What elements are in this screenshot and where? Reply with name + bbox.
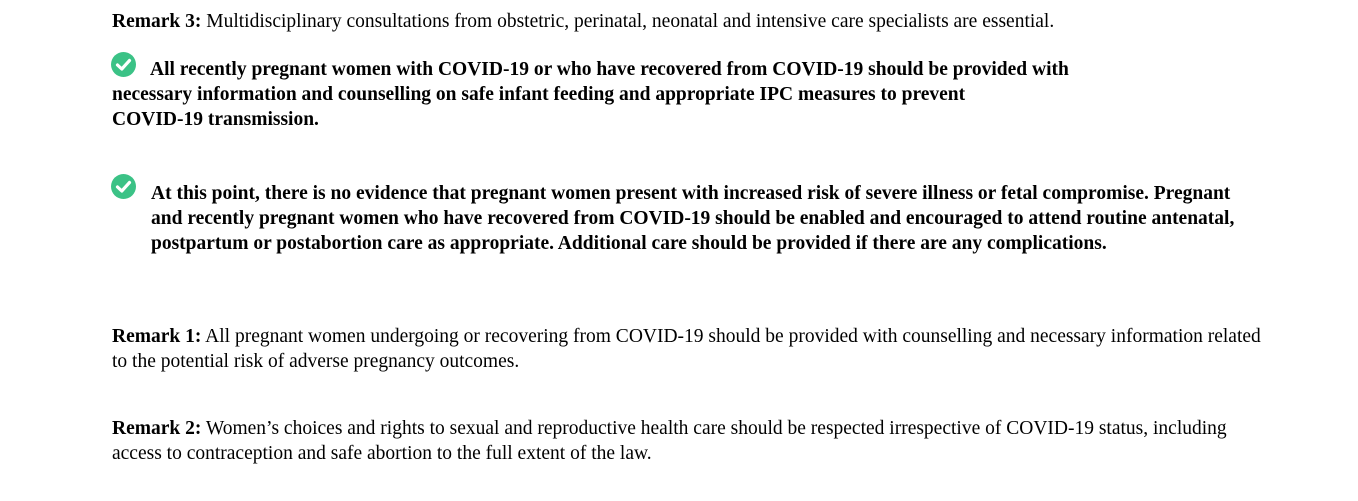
recommendation-infant-feeding — [112, 57, 1262, 132]
remark-2-label: Remark 2: — [112, 418, 202, 439]
remark-3-label: Remark 3: — [112, 11, 202, 32]
recommendation-1-line-1: All recently pregnant women with COVID-19 or who have recovered from COVID-19 should be provided with — [150, 59, 1069, 80]
recommendation-1-line-3: COVID-19 transmission. — [112, 109, 319, 130]
check-circle-icon — [111, 174, 136, 199]
recommendation-routine-care: At this point, there is no evidence that pregnant women present with increased risk of severe illness or fetal compromise. Pregnant and recently pregnant women who have recovered from COVID-19 should be enabled and encouraged to attend routine antenatal, postpartum or postabortion care as appropriate. Additional care should be provided if there are any complications. — [151, 183, 1235, 254]
remark-2-text: Women’s choices and rights to sexual and reproductive health care should be respected irrespective of COVID-19 status, including access to contraception and safe abortion to the full extent of the law. — [112, 418, 1227, 464]
remark-1-label: Remark 1: — [112, 326, 202, 347]
remark-1 — [112, 324, 1262, 374]
remark-3 — [112, 9, 1262, 34]
remark-3-text: Multidisciplinary consultations from obstetric, perinatal, neonatal and intensive care specialists are essential. — [201, 11, 1055, 32]
recommendation-1-line-2: necessary information and counselling on safe infant feeding and appropriate IPC measures to prevent — [112, 84, 966, 105]
remark-1-text: All pregnant women undergoing or recovering from COVID-19 should be provided with counselling and necessary information related to the potential risk of adverse pregnancy outcomes. — [112, 326, 1261, 372]
remark-2 — [112, 416, 1262, 466]
